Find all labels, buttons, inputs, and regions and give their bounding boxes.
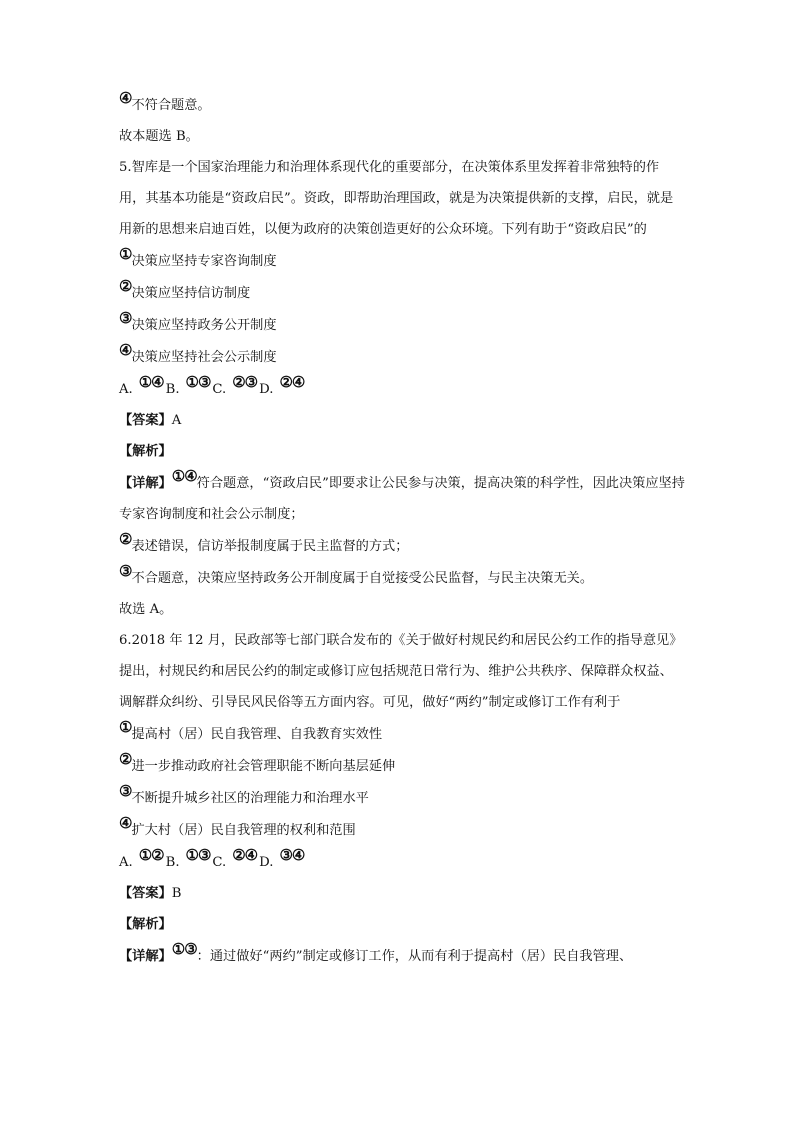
question-5-option [119,277,685,309]
choice-label: B. [165,382,180,397]
circled-number-mark: ③ [119,562,132,580]
prev-analysis-line [119,89,685,121]
question-5-detail-2 [119,530,685,562]
question-6-stem: 6.2018 年 12 月，民政部等七部门联合发布的《关于做好村规民约和居民公约工作的指导意见》提出，村规民约和居民公约的制定或修订应包括规范日常行为、维护公共秩序、保障群众权益、调解群众纠纷、引导民风民俗等五方面内容。可见，做好“两约”制定或修订工作有利于 [119,633,683,710]
question-5-conclusion: 故选 A。 [119,602,173,617]
choice-marks: ②③ [232,373,258,391]
question-6-option [119,718,685,750]
choice-marks: ①④ [138,373,164,391]
answer-value: A [171,413,182,428]
answer-label: 【答案】 [119,413,172,428]
choice-marks: ②④ [232,846,258,864]
circled-number-mark: ② [119,530,132,548]
option-text: 提高村（居）民自我管理、自我教育实效性 [131,727,383,742]
choice-label: A. [119,382,133,397]
circled-number-mark: ③ [119,309,132,327]
choice-marks: ①② [138,846,164,864]
question-5-detail [119,467,685,530]
question-5-stem: 5.智库是一个国家治理能力和治理体系现代化的重要部分，在决策体系里发挥着非常独特的作用，其基本功能是“资政启民”。资政，即帮助治理国政，就是为决策提供新的支撑，启民，就是用新的思想来启迪百姓，以便为政府的决策创造更好的公众环境。下列有助于“资政启民”的 [119,160,674,237]
choice-marks: ①③ [185,373,211,391]
question-5-detail-3 [119,562,685,594]
question-6-option [119,750,685,782]
circled-number-mark: ①③ [171,940,197,958]
circled-number-mark: ④ [119,341,132,359]
circled-number-mark: ④ [119,814,132,832]
choice-label: B. [165,855,180,870]
choice-marks: ③④ [279,846,305,864]
circled-number-mark: ① [119,245,132,263]
choice-label: D. [259,855,274,870]
circled-number-mark: ③ [119,782,132,800]
detail-text: 不合题意，决策应坚持政务公开制度属于自觉接受公民监督，与民主决策无关。 [131,571,594,586]
circled-number-mark: ② [119,750,132,768]
question-6-choices [119,846,685,878]
document-page [119,89,685,972]
choice-label: A. [119,855,133,870]
prev-conclusion: 故本题选 B。 [119,129,199,144]
question-5-option [119,245,685,277]
question-6-answer [119,878,685,909]
answer-label: 【答案】 [119,886,172,901]
option-text: 进一步推动政府社会管理职能不断向基层延伸 [131,759,396,774]
choice-label: C. [212,382,227,397]
question-6-option [119,814,685,846]
option-text: 决策应坚持信访制度 [131,286,251,301]
choice-marks: ①③ [185,846,211,864]
option-text: 决策应坚持专家咨询制度 [131,254,277,269]
question-6-detail [119,940,685,972]
detail-text: 表述错误，信访举报制度属于民主监督的方式； [131,539,409,554]
detail-text: ：通过做好“两约”制定或修订工作，从而有利于提高村（居）民自我管理、 [196,949,633,964]
question-6-analysis-heading: 【解析】 [119,917,172,932]
detail-label: 【详解】 [119,476,172,491]
detail-text: 符合题意，“资政启民”即要求让公民参与决策，提高决策的科学性，因此决策应坚持专家咨询制度和社会公示制度； [119,476,685,522]
circled-number-mark: ② [119,277,132,295]
choice-marks: ②④ [279,373,305,391]
circled-number-mark: ①④ [171,467,197,485]
question-5-choices [119,373,685,405]
question-5-analysis-heading: 【解析】 [119,444,172,459]
question-5-option [119,309,685,341]
option-text: 决策应坚持社会公示制度 [131,350,277,365]
prev-analysis-text: 不符合题意。 [131,98,211,113]
circled-number-mark: ① [119,718,132,736]
choice-label: C. [212,855,227,870]
question-5-answer [119,405,685,436]
option-text: 扩大村（居）民自我管理的权利和范围 [131,823,356,838]
circled-number-mark: ④ [119,89,132,107]
answer-value: B [171,886,182,901]
question-5-option [119,341,685,373]
detail-label: 【详解】 [119,949,172,964]
option-text: 不断提升城乡社区的治理能力和治理水平 [131,791,369,806]
choice-label: D. [259,382,274,397]
question-6-option [119,782,685,814]
option-text: 决策应坚持政务公开制度 [131,318,277,333]
